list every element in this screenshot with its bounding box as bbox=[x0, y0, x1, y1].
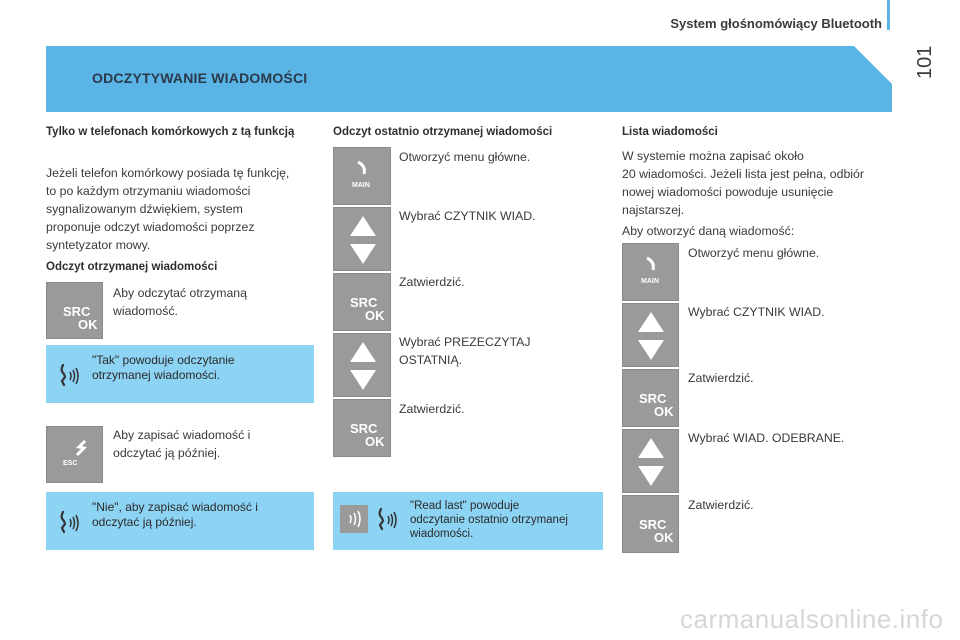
icon-label: SRC bbox=[350, 421, 378, 436]
header-rule bbox=[887, 0, 890, 30]
src-ok-button-icon bbox=[622, 369, 679, 427]
icon-label: OK bbox=[78, 317, 98, 332]
step-text: Zatwierdzić. bbox=[688, 498, 754, 512]
arrows-button-icon bbox=[622, 429, 679, 493]
text-line: W systemie można zapisać około bbox=[622, 149, 804, 163]
running-title: System głośnomówiący Bluetooth bbox=[670, 16, 882, 31]
icon-label: ESC bbox=[63, 460, 78, 467]
text-line: wiadomości. bbox=[410, 528, 474, 540]
up-down-arrows-icon bbox=[623, 304, 680, 368]
step-text: Zatwierdzić. bbox=[399, 275, 465, 289]
text-line: Wybrać PREZECZYTAJ bbox=[399, 335, 531, 349]
icon-label: SRC bbox=[639, 517, 667, 532]
text-line: "Nie", aby zapisać wiadomość i bbox=[92, 500, 258, 514]
text-line: Aby zapisać wiadomość i bbox=[113, 428, 251, 442]
icon-label: SRC bbox=[639, 391, 667, 406]
col3-heading: Lista wiadomości bbox=[622, 126, 718, 138]
icon-label: SRC bbox=[63, 304, 91, 319]
voice-command-icon bbox=[58, 510, 82, 534]
step-text: Wybrać CZYTNIK WIAD. bbox=[399, 209, 536, 223]
voice-read-last-text bbox=[410, 499, 568, 541]
text-line: "Tak" powoduje odczytanie bbox=[92, 353, 235, 367]
main-icon bbox=[623, 244, 680, 302]
col1-heading: Tylko w telefonach komórkowych z tą funkcją bbox=[46, 126, 295, 138]
step-text: Wybrać WIAD. ODEBRANE. bbox=[688, 431, 845, 445]
src-ok-button-icon bbox=[333, 273, 391, 331]
text-line: "Read last" powoduje bbox=[410, 500, 520, 512]
text-line: Jeżeli telefon komórkowy posiada tę funkcję, bbox=[46, 166, 290, 180]
text-line: Aby odczytać otrzymaną bbox=[113, 286, 247, 300]
step-text: Zatwierdzić. bbox=[688, 371, 754, 385]
icon-label: MAIN bbox=[641, 278, 659, 285]
esc-icon bbox=[47, 427, 104, 484]
src-ok-button-icon bbox=[333, 399, 391, 457]
arrows-button-icon bbox=[333, 207, 391, 271]
page-number: 101 bbox=[914, 45, 936, 79]
section-title: ODCZYTYWANIE WIADOMOŚCI bbox=[92, 70, 308, 86]
srcok-description bbox=[113, 284, 247, 320]
step-text bbox=[399, 333, 531, 369]
text-line: sygnalizowanym dźwiękiem, system bbox=[46, 202, 243, 216]
voice-yes-text bbox=[92, 353, 235, 383]
text-line: to po każdym otrzymaniu wiadomości bbox=[46, 184, 251, 198]
text-line: proponuje odczyt wiadomości poprzez bbox=[46, 220, 255, 234]
voice-command-icon bbox=[376, 507, 400, 531]
icon-label: MAIN bbox=[352, 182, 370, 189]
esc-description bbox=[113, 426, 250, 462]
icon-label: OK bbox=[365, 434, 385, 449]
text-line: najstarszej. bbox=[622, 203, 685, 217]
up-down-arrows-icon bbox=[623, 430, 680, 494]
main-button-icon bbox=[622, 243, 679, 301]
col3-intro2: Aby otworzyć daną wiadomość: bbox=[622, 224, 795, 238]
icon-label: SRC bbox=[350, 295, 378, 310]
step-text: Zatwierdzić. bbox=[399, 402, 465, 416]
main-icon bbox=[334, 148, 392, 206]
col2-heading: Odczyt ostatnio otrzymanej wiadomości bbox=[333, 126, 553, 138]
text-line: wiadomość. bbox=[113, 304, 178, 318]
text-line: syntetyzator mowy. bbox=[46, 238, 151, 252]
text-line: odczytanie ostatnio otrzymanej bbox=[410, 514, 568, 526]
col1-intro bbox=[46, 164, 326, 254]
watermark: carmanualsonline.info bbox=[680, 604, 944, 634]
text-line: otrzymanej wiadomości. bbox=[92, 368, 221, 382]
arrows-button-icon bbox=[622, 303, 679, 367]
step-text: Otworzyć menu główne. bbox=[688, 246, 820, 260]
step-text: Wybrać CZYTNIK WIAD. bbox=[688, 305, 825, 319]
step-text: Otworzyć menu główne. bbox=[399, 150, 531, 164]
voice-command-icon bbox=[58, 363, 82, 387]
col1-subheading: Odczyt otrzymanej wiadomości bbox=[46, 261, 218, 273]
src-ok-button-icon bbox=[622, 495, 679, 553]
text-line: odczytać ją później. bbox=[113, 446, 221, 460]
src-ok-button-icon bbox=[46, 282, 103, 339]
up-down-arrows-icon bbox=[334, 334, 392, 398]
voice-no-text bbox=[92, 500, 258, 530]
text-line: nowej wiadomości powoduje usunięcie bbox=[622, 185, 834, 199]
icon-label: OK bbox=[654, 404, 674, 419]
up-down-arrows-icon bbox=[334, 208, 392, 272]
voice-button-icon bbox=[340, 505, 368, 533]
icon-label: OK bbox=[654, 530, 674, 545]
text-line: odczytać ją później. bbox=[92, 515, 197, 529]
col3-intro bbox=[622, 147, 902, 219]
text-line: 20 wiadomości. Jeżeli lista jest pełna, odbiór bbox=[622, 167, 864, 181]
icon-label: OK bbox=[365, 308, 385, 323]
main-button-icon bbox=[333, 147, 391, 205]
arrows-button-icon bbox=[333, 333, 391, 397]
text-line: OSTATNIĄ. bbox=[399, 353, 463, 367]
esc-button-icon bbox=[46, 426, 103, 483]
